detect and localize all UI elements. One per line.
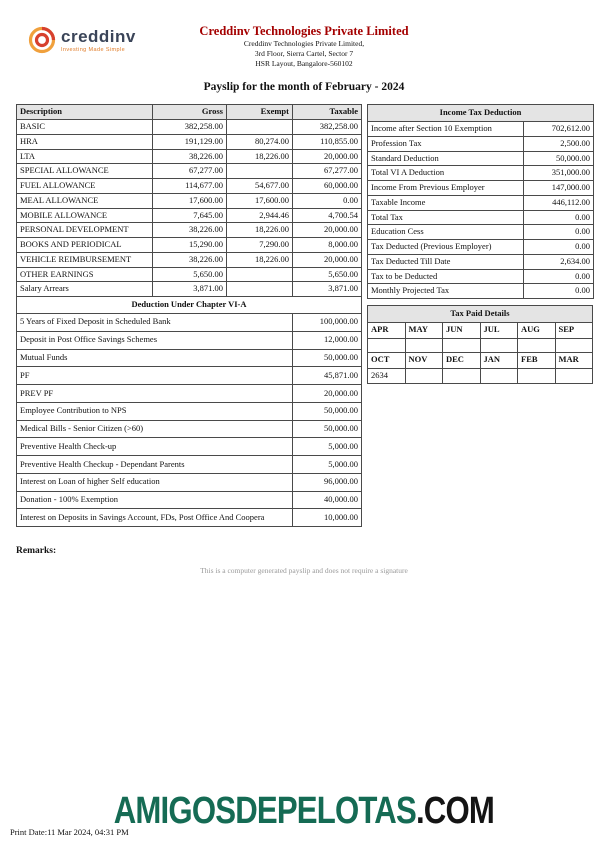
col-header-gross: Gross xyxy=(153,105,227,120)
deduction-row xyxy=(17,313,362,331)
earning-taxable: 67,277.00 xyxy=(293,164,362,179)
earning-gross: 67,277.00 xyxy=(153,164,227,179)
earnings-row xyxy=(17,267,362,282)
tax-paid-month: AUG xyxy=(518,322,556,338)
deduction-label: Mutual Funds xyxy=(17,349,293,367)
income-tax-label: Total VI A Deduction xyxy=(368,166,524,181)
tax-paid-month: JUN xyxy=(443,322,481,338)
earnings-row xyxy=(17,208,362,223)
deduction-label: Employee Contribution to NPS xyxy=(17,402,293,420)
earning-taxable: 20,000.00 xyxy=(293,252,362,267)
logo-tagline: Investing Made Simple xyxy=(61,46,126,53)
tax-paid-value: 2634 xyxy=(368,368,406,384)
earning-exempt xyxy=(227,120,293,135)
income-tax-row xyxy=(368,269,594,284)
income-tax-label: Education Cess xyxy=(368,225,524,240)
deductions-section-header-row xyxy=(17,297,362,314)
earning-taxable: 5,650.00 xyxy=(293,267,362,282)
earnings-header-row xyxy=(17,105,362,120)
company-address-line1: Creddinv Technologies Private Limited, xyxy=(243,39,365,48)
deduction-row xyxy=(17,438,362,456)
earning-description: VEHICLE REIMBURSEMENT xyxy=(17,252,153,267)
income-tax-label: Income after Section 10 Exemption xyxy=(368,122,524,137)
income-tax-amount: 351,000.00 xyxy=(524,166,594,181)
deduction-amount: 50,000.00 xyxy=(293,402,362,420)
tax-paid-title: Tax Paid Details xyxy=(368,306,593,323)
watermark-suffix: .COM xyxy=(416,790,495,832)
earning-gross: 38,226.00 xyxy=(153,252,227,267)
deduction-amount: 5,000.00 xyxy=(293,456,362,474)
earning-gross: 382,258.00 xyxy=(153,120,227,135)
earnings-row xyxy=(17,223,362,238)
earnings-row xyxy=(17,120,362,135)
print-date: Print Date:11 Mar 2024, 04:31 PM xyxy=(10,827,129,837)
deduction-row xyxy=(17,349,362,367)
deduction-row xyxy=(17,491,362,509)
deduction-label: Interest on Loan of higher Self education xyxy=(17,473,293,491)
earning-exempt xyxy=(227,267,293,282)
tax-paid-value xyxy=(555,338,593,352)
earning-taxable: 110,855.00 xyxy=(293,134,362,149)
earning-description: FUEL ALLOWANCE xyxy=(17,179,153,194)
tax-paid-months-row-2 xyxy=(368,352,593,368)
earning-description: MEAL ALLOWANCE xyxy=(17,193,153,208)
income-tax-header-row xyxy=(368,105,594,122)
income-tax-row xyxy=(368,181,594,196)
deduction-label: Interest on Deposits in Savings Account, FDs, Post Office And Coopera xyxy=(17,509,293,527)
income-tax-label: Tax Deducted (Previous Employer) xyxy=(368,240,524,255)
earning-exempt: 2,944.46 xyxy=(227,208,293,223)
earning-description: MOBILE ALLOWANCE xyxy=(17,208,153,223)
income-tax-deduction-table xyxy=(367,104,594,299)
payslip-body xyxy=(16,104,592,527)
earnings-row xyxy=(17,282,362,297)
deduction-row xyxy=(17,331,362,349)
earning-taxable: 0.00 xyxy=(293,193,362,208)
tax-paid-values-row-2 xyxy=(368,368,593,384)
earning-exempt: 17,600.00 xyxy=(227,193,293,208)
creddinv-logo-icon xyxy=(28,26,56,54)
income-tax-label: Taxable Income xyxy=(368,195,524,210)
earning-exempt xyxy=(227,164,293,179)
earning-taxable: 60,000.00 xyxy=(293,179,362,194)
earning-description: BOOKS AND PERIODICAL xyxy=(17,238,153,253)
tax-paid-body xyxy=(368,322,593,383)
company-address-line3: HSR Layout, Bangalore-560102 xyxy=(255,58,353,68)
tax-paid-details-table xyxy=(367,305,593,384)
deduction-row xyxy=(17,473,362,491)
tax-paid-value xyxy=(518,338,556,352)
tax-paid-value xyxy=(368,338,406,352)
tax-paid-value xyxy=(480,338,518,352)
tax-paid-month: MAY xyxy=(405,322,443,338)
income-tax-amount: 2,634.00 xyxy=(524,254,594,269)
earning-exempt xyxy=(227,282,293,297)
earning-exempt: 80,274.00 xyxy=(227,134,293,149)
deduction-label: PF xyxy=(17,367,293,385)
company-name: Creddinv Technologies Private Limited xyxy=(199,24,409,38)
income-tax-row xyxy=(368,240,594,255)
tax-paid-value xyxy=(518,368,556,384)
remarks-label: Remarks: xyxy=(16,546,57,557)
income-tax-row xyxy=(368,210,594,225)
earning-gross: 15,290.00 xyxy=(153,238,227,253)
col-header-taxable: Taxable xyxy=(293,105,362,120)
income-tax-amount: 147,000.00 xyxy=(524,181,594,196)
deductions-section-title: Deduction Under Chapter VI-A xyxy=(17,297,362,314)
income-tax-amount: 0.00 xyxy=(524,210,594,225)
deduction-label: Donation - 100% Exemption xyxy=(17,491,293,509)
income-tax-row xyxy=(368,122,594,137)
earning-exempt: 18,226.00 xyxy=(227,223,293,238)
payslip-title: Payslip for the month of February - 2024 xyxy=(203,81,405,94)
earning-exempt: 54,677.00 xyxy=(227,179,293,194)
tax-paid-month: MAR xyxy=(555,352,593,368)
deduction-label: Deposit in Post Office Savings Schemes xyxy=(17,331,293,349)
income-tax-label: Tax Deducted Till Date xyxy=(368,254,524,269)
income-tax-amount: 0.00 xyxy=(524,269,594,284)
earnings-row xyxy=(17,164,362,179)
deduction-amount: 40,000.00 xyxy=(293,491,362,509)
deduction-label: Preventive Health Checkup - Dependant Parents xyxy=(17,456,293,474)
tax-paid-month: JUL xyxy=(480,322,518,338)
deduction-row xyxy=(17,420,362,438)
income-tax-label: Standard Deduction xyxy=(368,151,524,166)
income-tax-amount: 0.00 xyxy=(524,225,594,240)
tax-paid-month: JAN xyxy=(480,352,518,368)
deduction-amount: 50,000.00 xyxy=(293,349,362,367)
income-tax-row xyxy=(368,225,594,240)
earnings-row xyxy=(17,193,362,208)
tax-paid-values-row-1 xyxy=(368,338,593,352)
income-tax-label: Tax to be Deducted xyxy=(368,269,524,284)
earning-exempt: 18,226.00 xyxy=(227,149,293,164)
income-tax-row xyxy=(368,166,594,181)
earning-gross: 191,129.00 xyxy=(153,134,227,149)
income-tax-row xyxy=(368,195,594,210)
earning-gross: 7,645.00 xyxy=(153,208,227,223)
deduction-amount: 50,000.00 xyxy=(293,420,362,438)
earning-gross: 5,650.00 xyxy=(153,267,227,282)
deduction-amount: 12,000.00 xyxy=(293,331,362,349)
earning-gross: 17,600.00 xyxy=(153,193,227,208)
earning-taxable: 4,700.54 xyxy=(293,208,362,223)
earning-taxable: 3,871.00 xyxy=(293,282,362,297)
deduction-row xyxy=(17,367,362,385)
deduction-label: Preventive Health Check-up xyxy=(17,438,293,456)
earnings-row xyxy=(17,252,362,267)
income-tax-amount: 50,000.00 xyxy=(524,151,594,166)
earning-gross: 38,226.00 xyxy=(153,223,227,238)
deduction-amount: 20,000.00 xyxy=(293,385,362,403)
deduction-label: 5 Years of Fixed Deposit in Scheduled Bank xyxy=(17,313,293,331)
tax-paid-month: DEC xyxy=(443,352,481,368)
income-tax-body xyxy=(368,122,594,299)
income-tax-label: Income From Previous Employer xyxy=(368,181,524,196)
company-logo xyxy=(28,26,136,54)
tax-paid-value xyxy=(405,368,443,384)
deduction-amount: 5,000.00 xyxy=(293,438,362,456)
earning-taxable: 382,258.00 xyxy=(293,120,362,135)
watermark-main: AMIGOSDEPELOTAS xyxy=(113,790,417,832)
tax-paid-value xyxy=(443,368,481,384)
earnings-row xyxy=(17,238,362,253)
income-tax-row xyxy=(368,284,594,299)
tax-paid-month: SEP xyxy=(555,322,593,338)
income-tax-amount: 702,612.00 xyxy=(524,122,594,137)
earning-description: SPECIAL ALLOWANCE xyxy=(17,164,153,179)
payslip-header xyxy=(0,0,608,93)
income-tax-label: Profession Tax xyxy=(368,136,524,151)
earning-taxable: 8,000.00 xyxy=(293,238,362,253)
deductions-table-body xyxy=(17,313,362,526)
income-tax-amount: 0.00 xyxy=(524,284,594,299)
deduction-amount: 100,000.00 xyxy=(293,313,362,331)
earning-description: LTA xyxy=(17,149,153,164)
income-tax-row xyxy=(368,254,594,269)
deduction-row xyxy=(17,385,362,403)
earning-gross: 38,226.00 xyxy=(153,149,227,164)
earnings-row xyxy=(17,149,362,164)
earning-exempt: 18,226.00 xyxy=(227,252,293,267)
tax-paid-value xyxy=(555,368,593,384)
deduction-label: Medical Bills - Senior Citizen (>60) xyxy=(17,420,293,438)
deduction-label: PREV PF xyxy=(17,385,293,403)
earning-gross: 114,677.00 xyxy=(153,179,227,194)
earning-exempt: 7,290.00 xyxy=(227,238,293,253)
deduction-amount: 45,871.00 xyxy=(293,367,362,385)
earning-description: HRA xyxy=(17,134,153,149)
earnings-table-body xyxy=(17,120,362,297)
deduction-amount: 96,000.00 xyxy=(293,473,362,491)
tax-paid-months-row-1 xyxy=(368,322,593,338)
earnings-and-deductions-table xyxy=(16,104,362,527)
deduction-row xyxy=(17,456,362,474)
tax-paid-value xyxy=(480,368,518,384)
earning-description: OTHER EARNINGS xyxy=(17,267,153,282)
earning-description: BASIC xyxy=(17,120,153,135)
income-tax-row xyxy=(368,151,594,166)
income-tax-label: Monthly Projected Tax xyxy=(368,284,524,299)
tax-paid-month: FEB xyxy=(518,352,556,368)
tax-paid-value xyxy=(405,338,443,352)
logo-text-wrap xyxy=(61,28,136,53)
right-column xyxy=(367,104,593,384)
company-address-line2: 3rd Floor, Sierra Cartel, Sector 7 xyxy=(254,48,354,58)
income-tax-amount: 446,112.00 xyxy=(524,195,594,210)
earning-gross: 3,871.00 xyxy=(153,282,227,297)
tax-paid-month: OCT xyxy=(368,352,406,368)
tax-paid-month: NOV xyxy=(405,352,443,368)
earning-description: Salary Arrears xyxy=(17,282,153,297)
income-tax-label: Total Tax xyxy=(368,210,524,225)
disclaimer-text: This is a computer generated payslip and does not require a signature xyxy=(200,566,408,576)
tax-paid-month: APR xyxy=(368,322,406,338)
income-tax-row xyxy=(368,136,594,151)
income-tax-amount: 0.00 xyxy=(524,240,594,255)
earnings-row xyxy=(17,134,362,149)
tax-paid-header-row xyxy=(368,306,593,323)
col-header-description: Description xyxy=(17,105,153,120)
deduction-amount: 10,000.00 xyxy=(293,509,362,527)
tax-paid-value xyxy=(443,338,481,352)
logo-wordmark: creddinv xyxy=(61,26,136,46)
income-tax-title: Income Tax Deduction xyxy=(368,105,594,122)
col-header-exempt: Exempt xyxy=(227,105,293,120)
deduction-row xyxy=(17,402,362,420)
earnings-row xyxy=(17,179,362,194)
earning-taxable: 20,000.00 xyxy=(293,149,362,164)
income-tax-amount: 2,500.00 xyxy=(524,136,594,151)
deduction-row xyxy=(17,509,362,527)
earning-description: PERSONAL DEVELOPMENT xyxy=(17,223,153,238)
earning-taxable: 20,000.00 xyxy=(293,223,362,238)
watermark-text-wrap xyxy=(114,790,494,833)
